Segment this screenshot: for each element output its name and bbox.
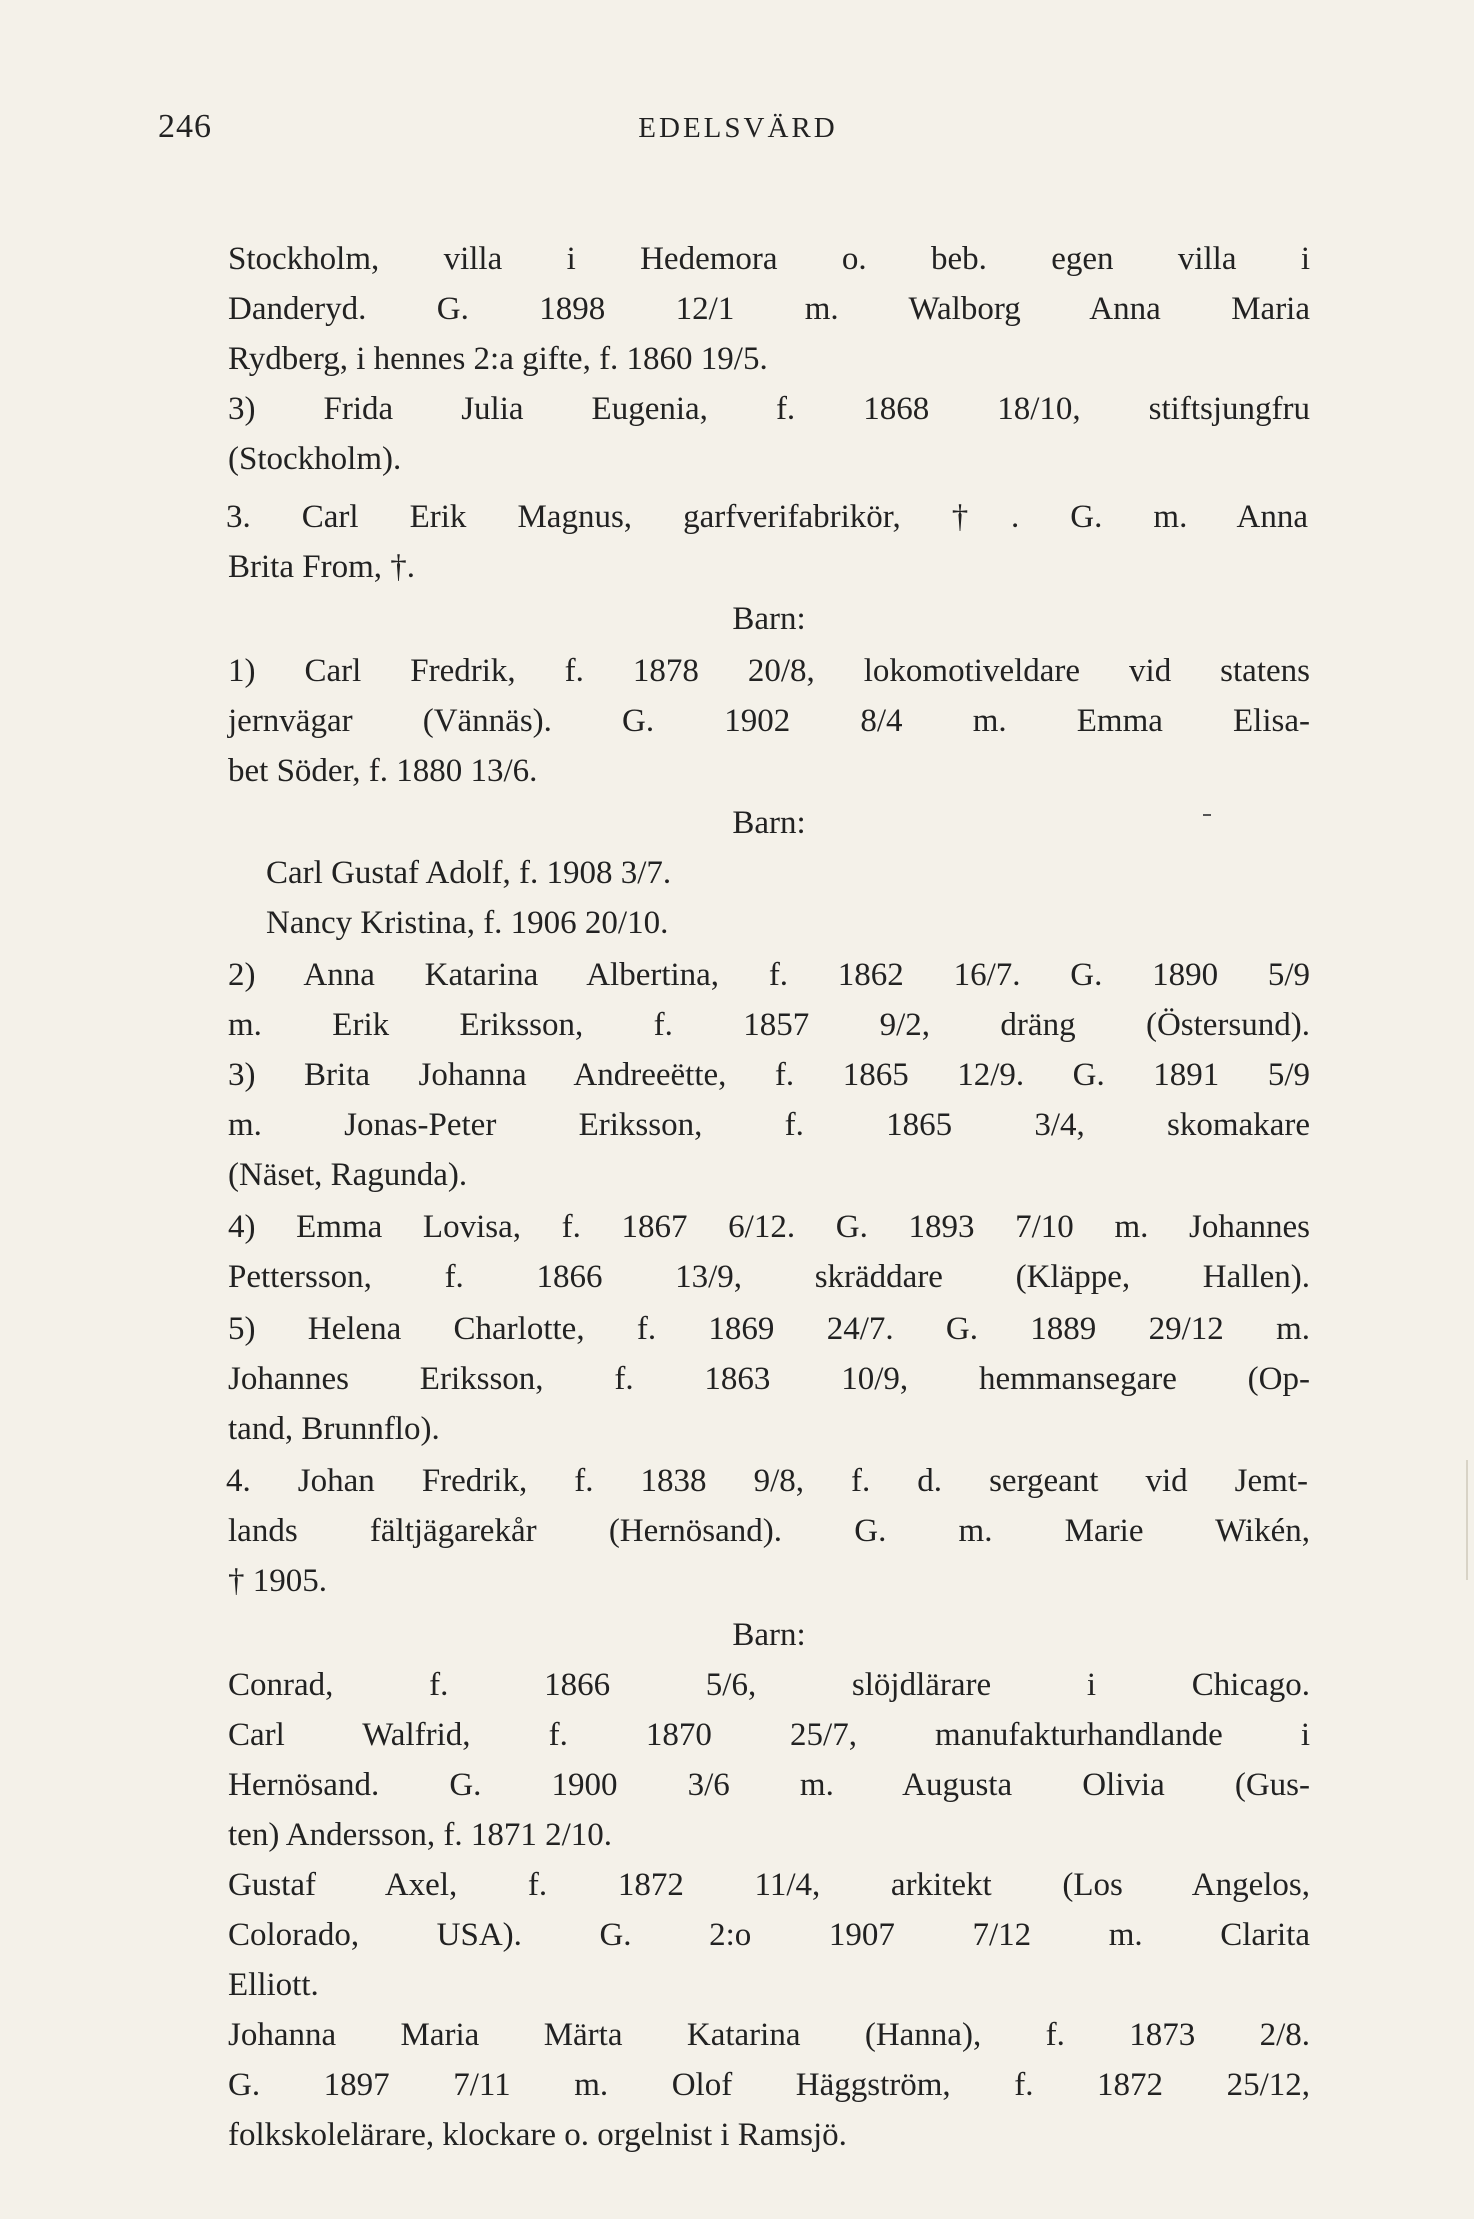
- text-line: Hernösand. G. 1900 3/6 m. Augusta Olivia (Gus-: [228, 1767, 1310, 1803]
- page-edge-mark: [1466, 1460, 1468, 1580]
- text-line: Stockholm, villa i Hedemora o. beb. egen villa i: [228, 241, 1310, 277]
- text-line: Carl Gustaf Adolf, f. 1908 3/7.: [266, 855, 672, 891]
- page-number: 246: [158, 108, 212, 145]
- text-line: 3. Carl Erik Magnus, garfverifabrikör, †. G. m. Anna: [226, 499, 1308, 535]
- section-heading: Barn:: [732, 805, 806, 841]
- text-line: Gustaf Axel, f. 1872 11/4, arkitekt (Los Angelos,: [228, 1867, 1310, 1903]
- text-line: Nancy Kristina, f. 1906 20/10.: [266, 905, 669, 941]
- section-heading: Barn:: [732, 601, 806, 637]
- text-line: Brita From, †.: [228, 549, 415, 585]
- text-line: (Stockholm).: [228, 441, 402, 477]
- text-line: m. Erik Eriksson, f. 1857 9/2, dräng (Östersund).: [228, 1007, 1310, 1043]
- text-line: bet Söder, f. 1880 13/6.: [228, 753, 538, 789]
- text-line: Elliott.: [228, 1967, 319, 2003]
- section-heading: Barn:: [732, 1617, 806, 1653]
- text-line: 1) Carl Fredrik, f. 1878 20/8, lokomotiveldare vid statens: [228, 653, 1310, 689]
- text-line: 3) Brita Johanna Andreeëtte, f. 1865 12/9. G. 1891 5/9: [228, 1057, 1310, 1093]
- text-line: lands fältjägarekår (Hernösand). G. m. Marie Wikén,: [228, 1513, 1310, 1549]
- text-line: 4. Johan Fredrik, f. 1838 9/8, f. d. sergeant vid Jemt-: [226, 1463, 1308, 1499]
- text-line: G. 1897 7/11 m. Olof Häggström, f. 1872 25/12,: [228, 2067, 1310, 2103]
- text-line: Carl Walfrid, f. 1870 25/7, manufakturhandlande i: [228, 1717, 1310, 1753]
- text-line: 4) Emma Lovisa, f. 1867 6/12. G. 1893 7/10 m. Johannes: [228, 1209, 1310, 1245]
- text-line: Johannes Eriksson, f. 1863 10/9, hemmansegare (Op-: [228, 1361, 1310, 1397]
- text-line: Colorado, USA). G. 2:o 1907 7/12 m. Clarita: [228, 1917, 1310, 1953]
- text-line: 2) Anna Katarina Albertina, f. 1862 16/7. G. 1890 5/9: [228, 957, 1310, 993]
- text-line: (Näset, Ragunda).: [228, 1157, 468, 1193]
- text-line: tand, Brunnflo).: [228, 1411, 440, 1447]
- text-line: Rydberg, i hennes 2:a gifte, f. 1860 19/5.: [228, 341, 768, 377]
- text-line: Danderyd. G. 1898 12/1 m. Walborg Anna Maria: [228, 291, 1310, 327]
- text-line: jernvägar (Vännäs). G. 1902 8/4 m. Emma Elisa-: [228, 703, 1310, 739]
- text-line: ten) Andersson, f. 1871 2/10.: [228, 1817, 613, 1853]
- text-line: Johanna Maria Märta Katarina (Hanna), f. 1873 2/8.: [228, 2017, 1310, 2053]
- text-line: m. Jonas-Peter Eriksson, f. 1865 3/4, skomakare: [228, 1107, 1310, 1143]
- text-line: 3) Frida Julia Eugenia, f. 1868 18/10, stiftsjungfru: [228, 391, 1310, 427]
- running-title: EDELSVÄRD: [638, 112, 838, 144]
- text-line: 5) Helena Charlotte, f. 1869 24/7. G. 1889 29/12 m.: [228, 1311, 1310, 1347]
- text-line: Pettersson, f. 1866 13/9, skräddare (Kläppe, Hallen).: [228, 1259, 1310, 1295]
- margin-dash: [1203, 814, 1211, 816]
- text-line: Conrad, f. 1866 5/6, slöjdlärare i Chicago.: [228, 1667, 1310, 1703]
- text-line: folkskolelärare, klockare o. orgelnist i Ramsjö.: [228, 2117, 847, 2153]
- text-line: † 1905.: [228, 1563, 327, 1599]
- page-header: [158, 108, 1318, 158]
